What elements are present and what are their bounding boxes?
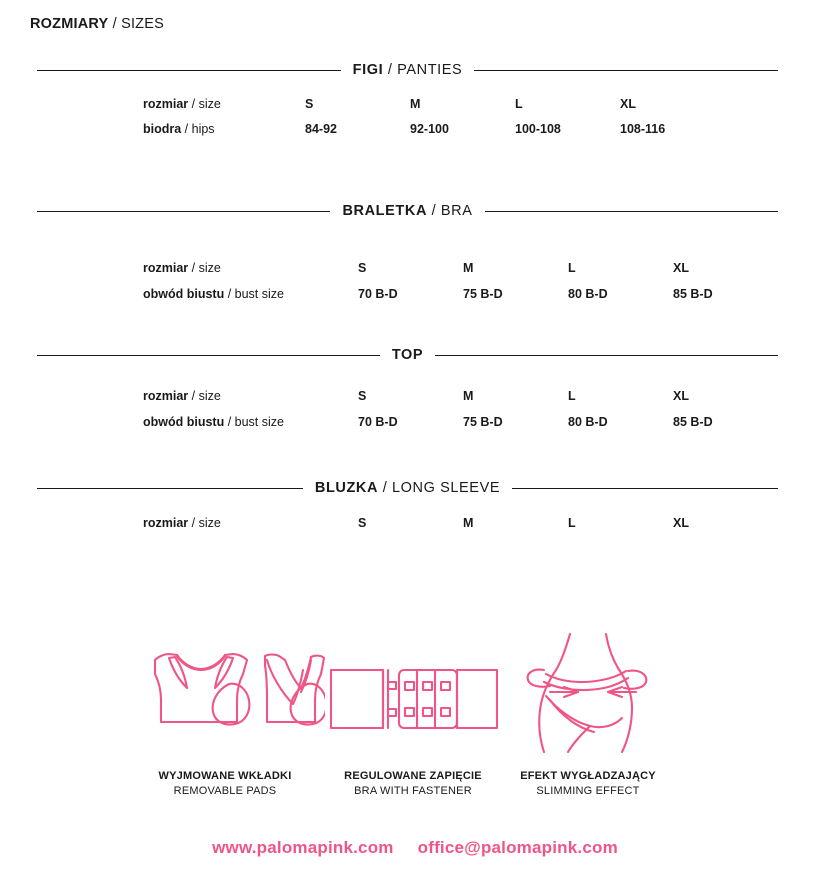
table-cell: 80 B-D bbox=[568, 415, 608, 429]
section-rule-right bbox=[435, 355, 778, 356]
table-cell: M bbox=[463, 389, 474, 403]
row-label bbox=[143, 516, 221, 530]
row-label-sep: / bbox=[188, 261, 199, 275]
row-label-sep: / bbox=[188, 389, 199, 403]
row-label-en: hips bbox=[191, 122, 215, 136]
table-cell: XL bbox=[673, 389, 689, 403]
table-cell: S bbox=[358, 516, 367, 530]
section-header-panties bbox=[37, 62, 778, 78]
feature-caption-pl: EFEKT WYGŁADZAJĄCY bbox=[520, 770, 656, 782]
row-label-en: size bbox=[198, 516, 221, 530]
section-title-en: BRA bbox=[440, 203, 473, 219]
footer bbox=[0, 838, 830, 858]
table-cell: M bbox=[410, 97, 421, 111]
table-row bbox=[0, 261, 830, 279]
row-label-pl: rozmiar bbox=[143, 97, 189, 111]
table-cell: S bbox=[305, 97, 314, 111]
table-cell: 92-100 bbox=[410, 122, 449, 136]
slimming-hips-icon bbox=[498, 630, 678, 755]
table-cell: 85 B-D bbox=[673, 415, 713, 429]
table-cell: S bbox=[358, 261, 367, 275]
row-label-sep: / bbox=[181, 122, 192, 136]
table-cell: XL bbox=[673, 261, 689, 275]
email-link[interactable]: office@palomapink.com bbox=[417, 838, 618, 857]
table-cell: M bbox=[463, 261, 474, 275]
section-title-sep: / bbox=[378, 480, 392, 496]
section-title-pl: FIGI bbox=[352, 62, 384, 78]
section-header-long-sleeve bbox=[37, 480, 778, 496]
row-label-pl: rozmiar bbox=[143, 261, 189, 275]
section-rule-right bbox=[512, 488, 778, 489]
section-title-pl: BRALETKA bbox=[342, 203, 428, 219]
table-cell: 84-92 bbox=[305, 122, 337, 136]
feature-caption-pl: WYJMOWANE WKŁADKI bbox=[158, 770, 292, 782]
sports-bra-removable-pads-icon bbox=[125, 630, 325, 755]
table-row bbox=[0, 97, 830, 115]
section-title-pl: BLUZKA bbox=[314, 480, 379, 496]
section-title-panties bbox=[353, 62, 463, 78]
table-cell: 80 B-D bbox=[568, 287, 608, 301]
row-label-pl: obwód biustu bbox=[143, 287, 225, 301]
section-rule-left bbox=[37, 211, 330, 212]
website-link[interactable]: www.palomapink.com bbox=[212, 838, 394, 857]
row-label bbox=[143, 415, 284, 429]
row-label bbox=[143, 287, 284, 301]
row-label-sep: / bbox=[188, 516, 199, 530]
row-label-sep: / bbox=[188, 97, 199, 111]
row-label-en: bust size bbox=[234, 287, 284, 301]
section-title-top bbox=[392, 347, 423, 363]
page-title bbox=[30, 16, 164, 32]
table-cell: S bbox=[358, 389, 367, 403]
feature-caption-pl: REGULOWANE ZAPIĘCIE bbox=[344, 770, 482, 782]
table-cell: 75 B-D bbox=[463, 415, 503, 429]
section-header-top bbox=[37, 347, 778, 363]
section-title-en: PANTIES bbox=[397, 62, 463, 78]
row-label-en: bust size bbox=[234, 415, 284, 429]
section-title-bra bbox=[342, 203, 472, 219]
row-label-pl: biodra bbox=[143, 122, 182, 136]
row-label-pl: obwód biustu bbox=[143, 415, 225, 429]
row-label-sep: / bbox=[224, 415, 235, 429]
bra-hook-fastener-icon bbox=[313, 630, 513, 755]
feature-list bbox=[0, 630, 830, 810]
page-title-pl: ROZMIARY bbox=[30, 16, 109, 32]
section-title-sep: / bbox=[383, 62, 398, 78]
row-label-pl: rozmiar bbox=[143, 516, 189, 530]
feature-caption-en: BRA WITH FASTENER bbox=[354, 785, 472, 797]
row-label bbox=[143, 261, 221, 275]
row-label-en: size bbox=[198, 261, 221, 275]
page-title-en: SIZES bbox=[121, 16, 164, 32]
table-cell: L bbox=[515, 97, 523, 111]
table-cell: 100-108 bbox=[515, 122, 561, 136]
feature-caption-en: REMOVABLE PADS bbox=[173, 785, 277, 797]
table-cell: M bbox=[463, 516, 474, 530]
section-title-sep: / bbox=[427, 203, 441, 219]
feature-caption bbox=[125, 769, 325, 799]
table-row bbox=[0, 122, 830, 140]
table-cell: 70 B-D bbox=[358, 287, 398, 301]
table-row bbox=[0, 415, 830, 433]
table-cell: XL bbox=[620, 97, 636, 111]
section-header-bra bbox=[37, 203, 778, 219]
table-cell: L bbox=[568, 261, 576, 275]
feature-bra-fastener bbox=[313, 630, 513, 799]
row-label-sep: / bbox=[224, 287, 235, 301]
section-title-en: LONG SLEEVE bbox=[391, 480, 501, 496]
row-label-en: size bbox=[198, 389, 221, 403]
table-cell: L bbox=[568, 516, 576, 530]
section-rule-right bbox=[485, 211, 778, 212]
section-title-pl: TOP bbox=[391, 347, 424, 363]
table-cell: 75 B-D bbox=[463, 287, 503, 301]
feature-caption-en: SLIMMING EFFECT bbox=[536, 785, 640, 797]
section-rule-right bbox=[474, 70, 778, 71]
feature-removable-pads bbox=[125, 630, 325, 799]
table-row bbox=[0, 287, 830, 305]
table-cell: XL bbox=[673, 516, 689, 530]
section-title-long-sleeve bbox=[315, 480, 500, 496]
feature-slimming-effect bbox=[498, 630, 678, 799]
table-row bbox=[0, 389, 830, 407]
table-cell: 85 B-D bbox=[673, 287, 713, 301]
table-cell: 108-116 bbox=[620, 122, 666, 136]
row-label bbox=[143, 97, 221, 111]
feature-caption bbox=[498, 769, 678, 799]
row-label bbox=[143, 122, 215, 136]
table-cell: L bbox=[568, 389, 576, 403]
section-rule-left bbox=[37, 488, 303, 489]
section-rule-left bbox=[37, 70, 341, 71]
row-label-en: size bbox=[198, 97, 221, 111]
row-label bbox=[143, 389, 221, 403]
table-cell: 70 B-D bbox=[358, 415, 398, 429]
row-label-pl: rozmiar bbox=[143, 389, 189, 403]
feature-caption bbox=[313, 769, 513, 799]
page-title-sep: / bbox=[108, 16, 122, 32]
section-rule-left bbox=[37, 355, 380, 356]
table-row bbox=[0, 516, 830, 534]
